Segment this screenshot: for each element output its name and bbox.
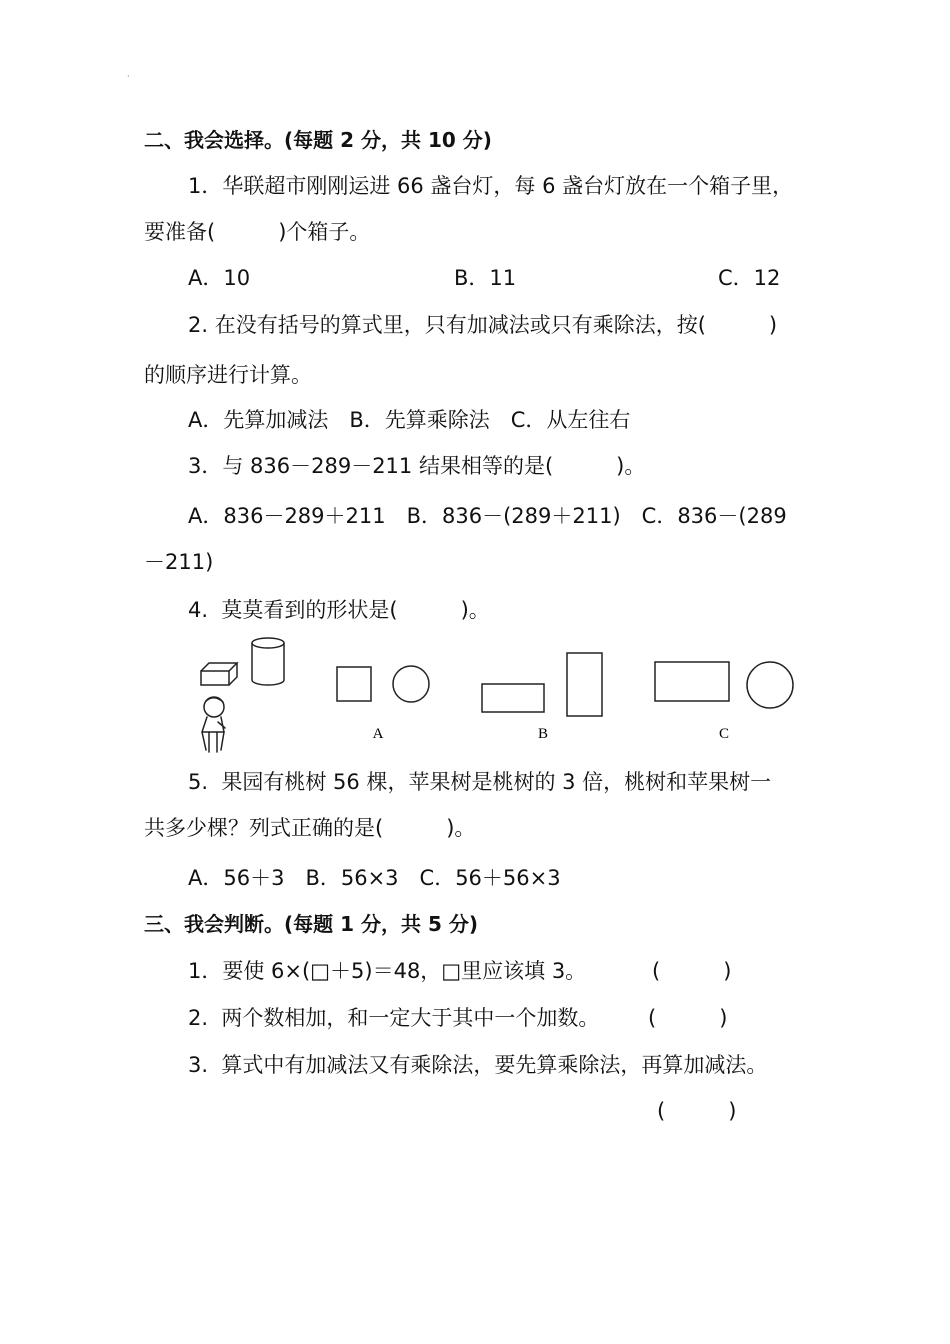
option-b-wide-rectangle	[482, 684, 544, 712]
option-b-label: B	[537, 726, 549, 742]
option-b-tall-rectangle	[567, 653, 602, 716]
option-c-circle	[747, 662, 793, 708]
q2-options: A．先算加减法 B．先算乘除法 C．从左往右	[188, 408, 631, 432]
judge-q3: 3. 算式中有加减法又有乘除法，要先算乘除法，再算加减法。	[188, 1053, 768, 1077]
section-3-title: 三、我会判断。(每题 1 分，共 5 分)	[144, 912, 478, 936]
child-figure	[202, 697, 225, 752]
judge-q1: 1．要使 6×(□＋5)＝48，□里应该填 3。	[188, 959, 587, 983]
q2-line-1: 2. 在没有括号的算式里，只有加减法或只有乘除法，按( )	[188, 313, 778, 337]
option-c-rectangle	[655, 662, 729, 701]
q4-figure	[190, 630, 800, 755]
q3-options-cont: －211)	[144, 550, 214, 574]
cuboid-figure	[201, 663, 237, 685]
q2-line-2: 的顺序进行计算。	[144, 363, 312, 387]
option-c-label: C	[718, 726, 730, 742]
q3-line-1: 3．与 836－289－211 结果相等的是( )。	[188, 454, 646, 478]
option-a-circle	[393, 666, 429, 702]
judge-q1-blank: ( )	[652, 959, 732, 983]
q1-line-2: 要准备( )个箱子。	[144, 220, 371, 244]
q1-option-c: C．12	[718, 266, 781, 290]
q1-line-1: 1．华联超市刚刚运进 66 盏台灯，每 6 盏台灯放在一个箱子里，	[188, 174, 794, 198]
judge-q2-blank: ( )	[648, 1006, 728, 1030]
q1-option-a: A．10	[188, 266, 251, 290]
section-2-title: 二、我会选择。(每题 2 分，共 10 分)	[144, 128, 492, 152]
cylinder-figure	[252, 638, 284, 685]
q5-line-2: 共多少棵？列式正确的是( )。	[144, 816, 476, 840]
judge-q2: 2. 两个数相加，和一定大于其中一个加数。	[188, 1006, 600, 1030]
stray-mark: ·	[127, 72, 130, 81]
q1-option-b: B．11	[454, 266, 517, 290]
option-a-label: A	[372, 726, 384, 742]
option-a-square	[337, 667, 371, 701]
q5-options: A．56＋3 B．56×3 C．56＋56×3	[188, 866, 561, 890]
q3-options: A．836－289＋211 B．836－(289＋211) C．836－(289	[188, 504, 787, 528]
q5-line-1: 5. 果园有桃树 56 棵，苹果树是桃树的 3 倍，桃树和苹果树一	[188, 770, 772, 794]
q4-line-1: 4. 莫莫看到的形状是( )。	[188, 598, 490, 622]
judge-q3-blank: ( )	[657, 1099, 737, 1123]
